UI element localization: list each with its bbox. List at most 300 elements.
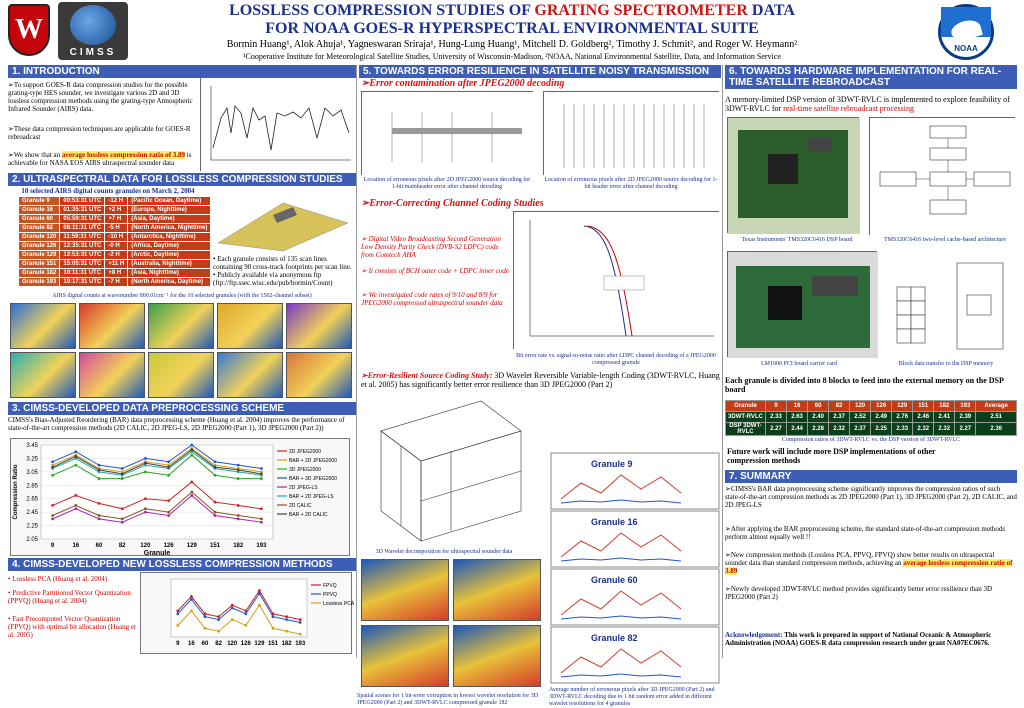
ratio-table-row [726, 423, 1017, 436]
airs-scan-geometry-diagram [213, 193, 353, 253]
vq-compression-chart [140, 572, 355, 654]
ratio-table-cell: 129 [892, 401, 913, 412]
granule-row [19, 278, 211, 287]
ratio-table-cell: Granule [726, 401, 766, 412]
granule-cell: -7 H [105, 278, 128, 287]
data-point [299, 618, 302, 621]
ratio-table-cell: 2.32 [829, 423, 850, 436]
ratio-table-cell: 193 [955, 401, 976, 412]
x-tick-label: 193 [256, 543, 267, 549]
granule-row [19, 242, 211, 251]
ratio-table-cell: 2.39 [955, 412, 976, 423]
data-point [190, 444, 193, 447]
data-point [144, 497, 147, 500]
error-caption-1: Location of erroneous pixels after 2D JPEG2000 source decoding for 1-bit mainheader error after channel decoding [363, 177, 531, 190]
granule-cell: Granule 182 [19, 269, 60, 278]
x-axis-label: Granule [143, 550, 171, 557]
granule-map-thumbnail [286, 303, 352, 349]
granule-cell: 11:59:31 UTC [60, 233, 105, 242]
data-point [285, 630, 288, 633]
summary-bullet-2: ➢After applying the BAR preprocessing scheme, the standard state-of-the-art compression methods perform almost equally well !! [725, 525, 1006, 541]
ldpc-bullet-3: ➢ We investigated code rates of 9/10 and 8/9 for JPEG2000 compressed ultraspectral sounder data [361, 291, 503, 307]
data-point [167, 511, 170, 514]
poster-title-line2: FOR NOAA GOES-R HYPERSPECTRAL ENVIRONMENTAL SUITE [265, 20, 759, 37]
data-point [258, 604, 261, 607]
granule-cell: Granule 126 [19, 242, 60, 251]
data-point [204, 615, 207, 618]
granule-map-thumbnail [217, 303, 283, 349]
data-point [144, 462, 147, 465]
affiliation: ¹Cooperative Institute for Meteorological Satellite Studies, University of Wisconsin-Madison, ²NOAA, National Environmental Satellite, Data, and Information Service [243, 52, 781, 61]
legend-label: BAR + 3D JPEG2000 [289, 476, 337, 482]
ratio-table-cell: 2.28 [808, 423, 829, 436]
data-point [285, 615, 288, 618]
column-right [722, 65, 1018, 658]
granule-cell: 00:53:31 UTC [60, 197, 105, 206]
x-tick-label: 126 [163, 543, 174, 549]
data-point [74, 450, 77, 453]
x-tick-label: 60 [201, 641, 209, 647]
data-point [214, 474, 217, 477]
x-tick-label: 151 [209, 543, 221, 549]
data-point [74, 494, 77, 497]
cache-architecture-diagram [869, 117, 1015, 235]
noaa-logo: NOAA [938, 4, 994, 60]
granule-cell: (Antarctica, Nighttime) [128, 233, 211, 242]
data-point [190, 491, 193, 494]
x-tick-label: 129 [186, 543, 197, 549]
ratio-table-cell: 2.52 [850, 412, 871, 423]
acknowledgement: Acknowledgement: This work is prepared in support of National Oceanic & Atmospheric Administration (NOAA) GOES-R data compression research under grant NA07EC0676. [725, 631, 992, 647]
y-tick-label: 2.65 [26, 496, 38, 503]
granule-chart-title: Granule 9 [591, 459, 633, 469]
jpeg2000-error-image-2 [543, 91, 719, 175]
corrupted-scene-image [453, 625, 541, 687]
ratio-table-cell: 2.25 [871, 423, 892, 436]
legend-label: PPVQ [323, 592, 337, 598]
data-point [231, 607, 234, 610]
data-point [121, 472, 124, 475]
ratio-table-cell: 120 [850, 401, 871, 412]
ber-vs-snr-plot [513, 211, 719, 349]
hardware-para-1: A memory-limited DSP version of 3DWT-RVLC is implemented to explore feasibility of 3DWT-RVLC for real-time satellite rebroadcast processing [725, 95, 1010, 113]
data-point [74, 504, 77, 507]
granule-cell: (Pacific Ocean, Daytime) [128, 197, 211, 206]
section-summary-title: 7. SUMMARY [725, 470, 1017, 483]
data-point [121, 517, 124, 520]
granule-map-thumbnail [10, 303, 76, 349]
granule-cell: +7 H [105, 215, 128, 224]
granule-cell: -0 H [105, 242, 128, 251]
data-point [167, 499, 170, 502]
ratio-table-cell: 2.63 [787, 412, 808, 423]
data-point [144, 470, 147, 473]
cimss-logo-text: CIMSS [69, 47, 117, 58]
ldpc-bullet-1: ➢ Digital Video Broadcasting Second Generation Low Density Parity Check (DVB-S2 LDPC) code from Comtech AHA [361, 235, 501, 259]
ratio-table-row [726, 412, 1017, 423]
data-point [260, 467, 263, 470]
granule-cell: 12:53:31 UTC [60, 251, 105, 260]
legend-label: BAR + 2D JPEG2000 [289, 458, 337, 464]
granule-cell: Granule 16 [19, 206, 60, 215]
data-point [217, 615, 220, 618]
y-tick-label: 3.25 [26, 456, 38, 463]
ratio-table-cell: 2.37 [850, 423, 871, 436]
authors: Bormin Huang¹, Alok Ahuja¹, Yagneswaran Sriraja¹, Hung-Lung Huang¹, Mitchell D. Goldberg², Timothy J. Schmit², and Roger W. Heymann² [226, 39, 798, 50]
ratio-table-cell: 2.27 [955, 423, 976, 436]
data-point [190, 494, 193, 497]
data-point [98, 514, 101, 517]
ratio-table-cell: 2.32 [934, 423, 955, 436]
intro-para-2: ➢These data compression techniques are applicable for GOES-R rebroadcast [8, 125, 191, 141]
section-preprocessing-title: 3. CIMSS-DEVELOPED DATA PREPROCESSING SCHEME [8, 402, 356, 415]
uw-logo: W [8, 4, 50, 56]
source-coding-heading: ➢Error-Resilient Source Coding Study: 3D Wavelet Reversible Variable-length Coding (3DWT-RVLC, Huang et al. 2005) has significantly better error resilience than 3D JPEG2000 (Part 2) [361, 371, 720, 389]
ratio-table-cell: 2.33 [892, 423, 913, 436]
ratio-table-cell: 2.32 [913, 423, 934, 436]
granule-cell: +2 H [105, 206, 128, 215]
x-tick-label: 151 [267, 641, 279, 647]
granule-chart-title: Granule 16 [591, 517, 638, 527]
granule-row [19, 215, 211, 224]
y-tick-label: 2.05 [26, 537, 38, 543]
granule-cell: (Asia, Nighttime) [128, 269, 211, 278]
data-point [244, 624, 247, 627]
granule-map-thumbnail [148, 352, 214, 398]
granule-chart-title: Granule 60 [591, 575, 638, 585]
data-point [144, 507, 147, 510]
map-caption: AIRS digital counts at wavenumber 800.01cm⁻¹ for the 10 selected granules (with the 1502-channel subset) [52, 293, 312, 299]
data-point [190, 610, 193, 613]
ratio-table-cell: 60 [808, 401, 829, 412]
granule-map-thumbnail [79, 352, 145, 398]
dsp-board-caption: Texas Instruments' TMS320C6416 DSP board [741, 237, 853, 243]
column-left [8, 65, 356, 658]
method-ppvq: • Predictive Partitioned Vector Quantization (PPVQ) (Huang et al. 2004) [8, 589, 131, 605]
data-point [299, 621, 302, 624]
ratio-table-cell: 2.46 [913, 412, 934, 423]
ratio-table-cell: 2.33 [766, 412, 787, 423]
x-tick-label: 182 [233, 543, 244, 549]
data-point [98, 517, 101, 520]
corrupted-scene-image [361, 559, 449, 621]
granule-cell: 08:11:31 UTC [60, 224, 105, 233]
data-point [98, 468, 101, 471]
legend-label: Lossless PCA [323, 601, 355, 607]
table-caption: Compression ratios of 3DWT-RVLC vs. the DSP version of 3DWT-RVLC [781, 437, 961, 443]
section-new-methods-title: 4. CIMSS-DEVELOPED NEW LOSSLESS COMPRESSION METHODS [8, 558, 356, 571]
section-data-title: 2. ULTRASPECTRAL DATA FOR LOSSLESS COMPRESSION STUDIES [8, 173, 356, 186]
granule-cell: -5 H [105, 224, 128, 233]
data-point [121, 507, 124, 510]
y-axis-label: Compression Ratio [13, 464, 19, 520]
granule-cell: Granule 193 [19, 278, 60, 287]
x-tick-label: 182 [281, 641, 292, 647]
granule-cell: Granule 151 [19, 260, 60, 269]
data-point [74, 455, 77, 458]
granule-table [18, 196, 211, 287]
jpeg2000-error-image-1 [361, 91, 533, 175]
data-point [51, 466, 54, 469]
granule-map-thumbnail [217, 352, 283, 398]
data-point [51, 504, 54, 507]
granule-cell: (Africa, Daytime) [128, 242, 211, 251]
method-pca: • Lossless PCA (Huang et al. 2004) [8, 575, 108, 583]
data-point [190, 598, 193, 601]
ratio-table-cell: DSP 3DWT-RVLC [726, 423, 766, 436]
granule-cell: -10 H [105, 233, 128, 242]
ratio-table-cell: 82 [829, 401, 850, 412]
granule-cell: (North America, Nighttime) [128, 224, 211, 233]
granule-cell: Granule 129 [19, 251, 60, 260]
legend-label: FPVQ [323, 583, 337, 589]
granule-cell: Granule 9 [19, 197, 60, 206]
ratio-table-cell: 182 [934, 401, 955, 412]
data-point [237, 517, 240, 520]
error-caption-2: Location of erroneous pixels after 2D JPEG2000 source decoding for 1-bit header error after channel decoding [544, 177, 718, 190]
spatial-scenes-caption: Spatial scenes for 1 bit-error corruption in lowest wavelet resolution for 3D JPEG2000 (Part 2) and 3DWT-RVLC compressed granule 182 [357, 693, 539, 706]
intro-para-3: ➢We show that an average lossless compression ratio of 3.89 is achievable for NASA EOS AIRS ultraspectral sounder data [8, 151, 192, 167]
data-point [190, 595, 193, 598]
granule-row [19, 206, 211, 215]
data-point [237, 514, 240, 517]
y-tick-label: 2.85 [26, 483, 38, 490]
data-point [51, 517, 54, 520]
granule-chart-title: Granule 82 [591, 633, 638, 643]
granule-cell: +8 H [105, 269, 128, 278]
data-point [237, 464, 240, 467]
data-point [214, 460, 217, 463]
architecture-caption: TMS320C6416 two-level cache-based architecture [883, 237, 1007, 243]
data-point [51, 474, 54, 477]
data-point [214, 501, 217, 504]
block-transfer-caption: Block data transfer to the DSP memory [898, 361, 994, 367]
poster-title-line1: LOSSLESS COMPRESSION STUDIES OF GRATING SPECTROMETER DATA [229, 2, 795, 19]
legend-label: 2D JPEG2000 [289, 449, 321, 455]
ldpc-bullet-2: ➢ It consists of BCH outer code + LDPC inner code [361, 267, 509, 275]
data-point [51, 514, 54, 517]
data-point [190, 481, 193, 484]
data-point [260, 507, 263, 510]
ratio-table-cell: Average [976, 401, 1017, 412]
granule-cell: -2 H [105, 251, 128, 260]
airs-spectrum-plot [200, 77, 354, 171]
error-contamination-heading: ➢Error contamination after JPEG2000 decoding [361, 78, 565, 89]
data-point [74, 507, 77, 510]
summary-bullet-4: ➢Newly developed 3DWT-RVLC method provides significantly better error resilience than 3D JPEG2000 (Part 2) [725, 585, 993, 601]
ratio-table-cell: 2.41 [934, 412, 955, 423]
data-point [272, 627, 275, 630]
granule-cell: Granule 120 [19, 233, 60, 242]
granule-map-thumbnail [148, 303, 214, 349]
granule-cell: (Asia, Daytime) [128, 215, 211, 224]
granule-row [19, 269, 211, 278]
data-point [98, 464, 101, 467]
data-point [167, 460, 170, 463]
summary-bullet-3: ➢New compression methods (Lossless PCA, PPVQ, FPVQ) show better results on ultraspectral sounder data than standard compression methods, achieving an average lossless compression ratio of 3.89 [725, 551, 1013, 575]
dsp-board-photo [727, 117, 859, 233]
legend-label: 2D CALIC [289, 503, 312, 509]
corrupted-scene-image [453, 559, 541, 621]
data-point [204, 627, 207, 630]
ratio-table-cell: 9 [766, 401, 787, 412]
ratio-table-cell: 2.40 [808, 412, 829, 423]
y-tick-label: 3.05 [26, 469, 38, 476]
data-point [51, 460, 54, 463]
granule-row [19, 251, 211, 260]
data-point [260, 477, 263, 480]
x-tick-label: 60 [95, 543, 103, 549]
data-point [260, 517, 263, 520]
data-point [176, 612, 179, 615]
legend-label: 2D JPEG-LS [289, 485, 318, 491]
granule-cell: 19:17:31 UTC [60, 278, 105, 287]
granule-cell: (Europe, Nighttime) [128, 206, 211, 215]
granule-map-thumbnail [79, 303, 145, 349]
ratio-table-cell: 3DWT-RVLC [726, 412, 766, 423]
wavelet-caption: 3D Wavelet decomposition for ultraspectral sounder data [375, 549, 513, 555]
data-point [214, 514, 217, 517]
x-tick-label: 120 [227, 641, 238, 647]
data-point [258, 589, 261, 592]
data-point [217, 630, 220, 633]
x-tick-label: 129 [254, 641, 265, 647]
granule-row [19, 197, 211, 206]
ratio-table-cell: 2.36 [976, 423, 1017, 436]
granule-cell: +11 H [105, 260, 128, 269]
data-point [167, 474, 170, 477]
granule-map-thumbnail [10, 352, 76, 398]
data-point [190, 448, 193, 451]
x-tick-label: 193 [295, 641, 306, 647]
granule-cell: (North America, Daytime) [128, 278, 211, 287]
data-point [217, 618, 220, 621]
compression-ratio-table [725, 400, 1017, 436]
data-point [176, 610, 179, 613]
ratio-table-cell: 2.27 [766, 423, 787, 436]
data-point [167, 466, 170, 469]
granules-subtitle: 10 selected AIRS digital counts granules on March 2, 2004 [21, 187, 195, 195]
data-point [272, 615, 275, 618]
data-point [237, 468, 240, 471]
future-work: Future work will include more DSP implementations of other compression methods [727, 447, 936, 465]
y-tick-label: 3.45 [26, 443, 38, 449]
legend-label: BAR + 2D JPEG-LS [289, 494, 334, 500]
data-point [121, 467, 124, 470]
x-tick-label: 82 [118, 543, 126, 549]
data-point [214, 511, 217, 514]
x-tick-label: 16 [72, 543, 80, 549]
ratio-table-cell: 126 [871, 401, 892, 412]
ratio-table-cell: 2.49 [871, 412, 892, 423]
data-point [98, 502, 101, 505]
hardware-para-2: Each granule is divided into 8 blocks to feed into the external memory on the DSP board [725, 376, 1004, 394]
data-point [231, 618, 234, 621]
section-introduction-title: 1. INTRODUCTION [8, 65, 356, 78]
data-point [121, 521, 124, 524]
data-point [260, 472, 263, 475]
section-error-resilience-title: 5. TOWARDS ERROR RESILIENCE IN SATELLITE NOISY TRANSMISSION [359, 65, 721, 78]
data-point [74, 464, 77, 467]
data-point [98, 477, 101, 480]
granule-cell: Granule 82 [19, 224, 60, 233]
x-tick-label: 9 [176, 641, 180, 647]
granule-cell: 12:35:31 UTC [60, 242, 105, 251]
preprocessing-para: CIMSS's Bias-Adjusted Reordering (BAR) data preprocessing scheme (Huang et al. 2004) improves the performance of state-of-the-art compression methods (2D CALIC, 2D JPEG-LS, 2D JPEG2000 (Part 1), 3D JPEG2000 (Part 2)) [8, 416, 345, 432]
summary-bullet-1: ➢CIMSS's BAR data preprocessing scheme significantly improves the compression ratios of such state-of-the-art compression methods as 2D JPEG2000 (Part 1), 3D JPEG2000 (Part 2), 2D CALIC, and 2D JPEG-LS [725, 485, 1017, 509]
data-point [299, 633, 302, 636]
ratio-table-cell: 2.44 [787, 423, 808, 436]
data-point [121, 477, 124, 480]
granule-cell: Granule 60 [19, 215, 60, 224]
block-transfer-diagram [883, 251, 1015, 357]
data-point [214, 466, 217, 469]
granule-row [19, 233, 211, 242]
ratio-table-row [726, 401, 1017, 412]
x-tick-label: 9 [50, 543, 55, 549]
3d-wavelet-decomposition-diagram [361, 391, 527, 547]
x-tick-label: 82 [215, 641, 222, 647]
ratio-table-cell: 151 [913, 401, 934, 412]
granule-row [19, 260, 211, 269]
legend-label: BAR + 2D CALIC [289, 512, 328, 518]
method-fpvq: • Fast Precomputed Vector Quantization (FPVQ) with optimal bit allocation (Huang et al. 2005) [8, 615, 136, 639]
data-point [190, 454, 193, 457]
column-middle [356, 65, 722, 707]
data-point [144, 511, 147, 514]
corrupted-scene-image [361, 625, 449, 687]
data-point [285, 618, 288, 621]
ratio-table-cell: 2.51 [976, 412, 1017, 423]
data-point [237, 504, 240, 507]
ratio-table-cell: 16 [787, 401, 808, 412]
granule-cell: 05:59:31 UTC [60, 215, 105, 224]
y-tick-label: 2.25 [26, 523, 38, 530]
compression-ratio-chart [10, 438, 350, 556]
granule-cell: (Arctic, Daytime) [128, 251, 211, 260]
y-tick-label: 2.45 [26, 510, 38, 517]
x-tick-label: 126 [240, 641, 251, 647]
granule-cell: 15:05:31 UTC [60, 260, 105, 269]
granule-note-1: • Each granule consists of 135 scan lines containing 90 cross-track footprints per scan line. [213, 255, 352, 271]
ber-caption: Bit error rate vs. signal-to-noise ratio after LDPC channel decoding of a JPEG2000 compressed granule [516, 353, 716, 366]
error-pixels-caption: Average number of erroneous pixels after 3D JPEG2000 (Part 2) and 3DWT-RVLC decoding due to 1 bit random error added in different wavelet resolutions for 4 granules [549, 687, 715, 707]
data-point [258, 592, 261, 595]
data-point [144, 457, 147, 460]
data-point [244, 612, 247, 615]
granule-row [19, 224, 211, 233]
ratio-table-cell: 2.37 [829, 412, 850, 423]
granule-note-2: • Publicly available via anonymous ftp (ftp://ftp.ssec.wisc.edu/pub/bormin/Count) [213, 271, 333, 287]
data-point [167, 514, 170, 517]
carrier-card-caption: LM1000 PCI board carrier card [761, 361, 837, 367]
ratio-table-cell: 2.76 [892, 412, 913, 423]
poster-header [0, 0, 1024, 64]
intro-para-1: ➢To support GOES-R data compression studies for the possible grating-type HES sounder, we investigate various 2D and 3D lossless compression methods using the grating-type Atmospheric Infrared Sounder (AIRS) data. [8, 81, 193, 113]
section-hardware-title: 6. TOWARDS HARDWARE IMPLEMENTATION FOR REAL-TIME SATELLITE REBROADCAST [725, 65, 1017, 89]
channel-coding-heading: ➢Error-Correcting Channel Coding Studies [361, 198, 544, 209]
x-tick-label: 120 [140, 543, 151, 549]
data-point [260, 521, 263, 524]
pci-carrier-card-photo [727, 251, 877, 357]
granule-map-thumbnail [286, 352, 352, 398]
data-point [231, 604, 234, 607]
granule-cell: 01:35:31 UTC [60, 206, 105, 215]
granule-cell: -12 H [105, 197, 128, 206]
data-point [176, 624, 179, 627]
granule-cell: (Australia, Nighttime) [128, 260, 211, 269]
legend-label: 3D JPEG2000 [289, 467, 321, 473]
